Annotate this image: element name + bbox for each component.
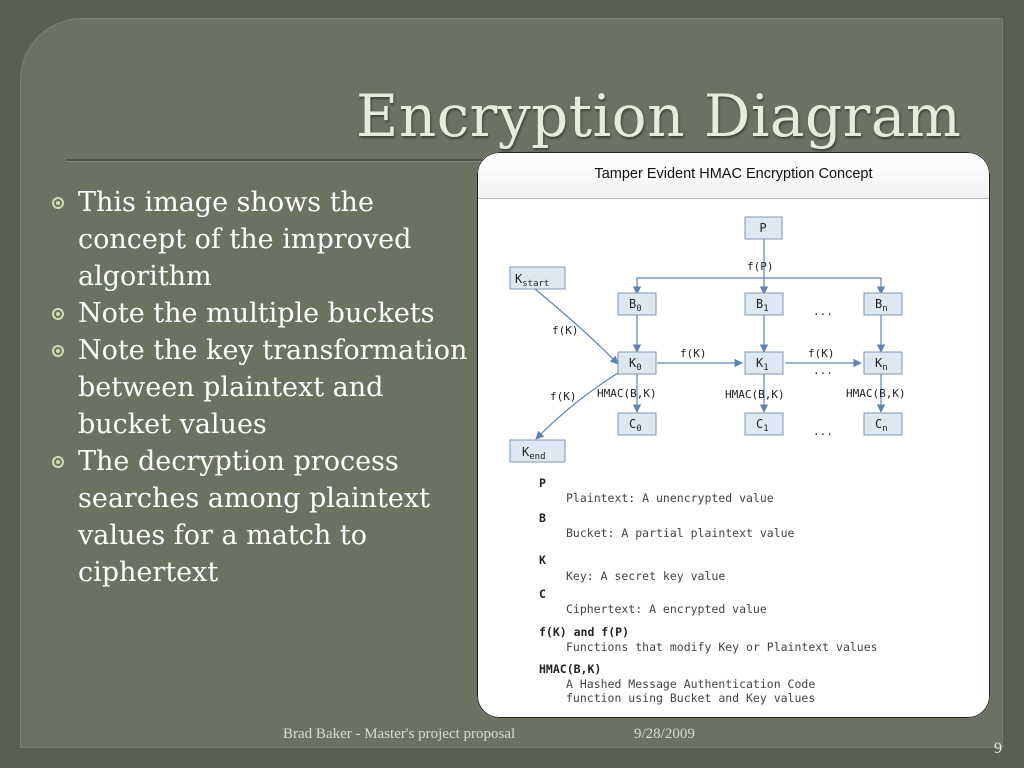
edge-label-fk-1n: f(K) — [808, 347, 835, 360]
node-p-label: P — [759, 221, 767, 235]
node-b1-label: $B_1$ — [756, 297, 769, 314]
diagram-border — [477, 152, 990, 718]
legend-def-functions: Functions that modify Key or Plaintext values — [566, 640, 878, 654]
node-k1-label: $K_1$ — [756, 356, 769, 373]
edge-label-fp: f(P) — [747, 260, 774, 273]
bullet-item — [48, 295, 468, 332]
bullet-item — [48, 443, 468, 591]
node-c1-label: $C_1$ — [756, 417, 769, 434]
diagram-image — [477, 152, 990, 718]
bullet-icon — [52, 456, 64, 468]
bullet-list — [48, 184, 468, 591]
bullet-text: Note the key transformation between plaintext and bucket values — [78, 335, 468, 440]
node-k-start-label: $K_{start}$ — [515, 272, 550, 289]
legend-term-hmac: HMAC(B,K) — [539, 662, 602, 676]
legend-def-hmac-line1: A Hashed Message Authentication Code — [566, 677, 816, 691]
edge-label-hmac-n: HMAC(B,K) — [846, 387, 906, 400]
node-kn-label: $K_n$ — [875, 356, 888, 373]
ellipsis-ciphertexts: ... — [813, 425, 833, 438]
bullet-icon — [52, 308, 64, 320]
node-b0-label: $B_0$ — [629, 297, 642, 314]
legend-def-k: Key: A secret key value — [566, 569, 726, 583]
node-cn-label: $C_n$ — [875, 417, 888, 434]
bullet-icon — [52, 345, 64, 357]
bullet-icon — [52, 197, 64, 209]
page-number: 9 — [994, 740, 1002, 757]
edge-label-hmac-1: HMAC(B,K) — [725, 388, 785, 401]
ellipsis-buckets: ... — [813, 305, 833, 318]
slide-title: Encryption Diagram — [356, 82, 962, 150]
legend-term-functions: f(K) and f(P) — [539, 625, 630, 639]
bullet-text: Note the multiple buckets — [78, 298, 435, 329]
footer-author: Brad Baker - Master's project proposal — [283, 726, 516, 742]
legend-term-p: P — [539, 476, 546, 490]
edge-label-fk-start: f(K) — [552, 324, 579, 337]
bullet-text: This image shows the concept of the improved algorithm — [78, 187, 412, 292]
bullet-item — [48, 184, 468, 295]
footer-date: 9/28/2009 — [634, 726, 695, 742]
bullet-item — [48, 332, 468, 443]
legend-def-c: Ciphertext: A encrypted value — [566, 602, 767, 616]
legend-def-p: Plaintext: A unencrypted value — [566, 491, 774, 505]
legend-term-k: K — [539, 553, 546, 567]
diagram-title: Tamper Evident HMAC Encryption Concept — [594, 166, 873, 182]
node-c0-label: $C_0$ — [629, 417, 642, 434]
edge-label-fk-end: f(K) — [550, 390, 577, 403]
ellipsis-keys: ... — [813, 364, 833, 377]
bullet-text: The decryption process searches among plaintext values for a match to ciphertext — [78, 446, 430, 588]
legend-term-c: C — [539, 587, 546, 601]
legend-def-b: Bucket: A partial plaintext value — [566, 526, 795, 540]
legend-def-hmac-line2: function using Bucket and Key values — [566, 691, 816, 705]
node-k0-label: $K_0$ — [629, 356, 642, 373]
node-k-end-label: $K_{end}$ — [522, 445, 546, 462]
node-bn-label: $B_n$ — [875, 297, 888, 314]
edge-label-fk-01: f(K) — [680, 347, 707, 360]
edge-label-hmac-0: HMAC(B,K) — [597, 387, 657, 400]
legend-term-b: B — [539, 511, 546, 525]
